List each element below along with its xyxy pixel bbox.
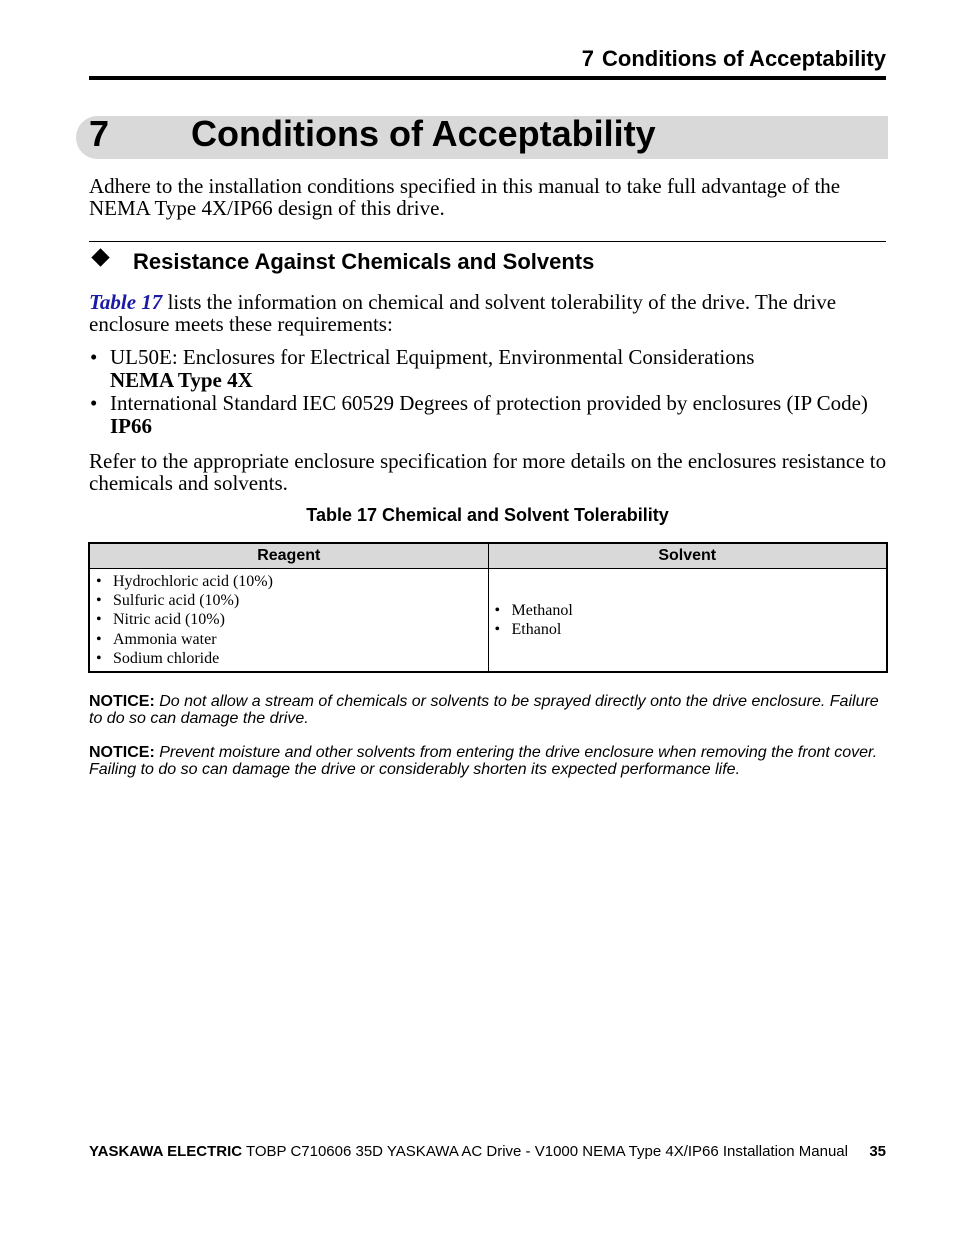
header-rule xyxy=(89,76,886,80)
bullet-icon: • xyxy=(90,345,98,369)
diamond-icon xyxy=(91,248,109,266)
bullet-icon: • xyxy=(90,391,98,415)
subsection-title: Resistance Against Chemicals and Solvents xyxy=(133,249,595,274)
page-number: 35 xyxy=(869,1143,886,1160)
reagent-name: Sodium chloride xyxy=(113,649,220,667)
list-item xyxy=(89,346,889,392)
requirement-text: International Standard IEC 60529 Degrees of protection provided by enclosures (IP Code) xyxy=(110,391,868,415)
requirements-list xyxy=(89,346,889,438)
notice-text: Prevent moisture and other solvents from entering the drive enclosure when removing the front cover. Failing to do so can damage the drive or considerably shorten its expected performance life. xyxy=(89,744,878,778)
requirement-rating: IP66 xyxy=(110,414,152,438)
section-title: Conditions of Acceptability xyxy=(191,113,656,154)
list-item xyxy=(494,601,882,620)
table-reference-text: lists the information on chemical and solvent tolerability of the drive. The drive enclosure meets these requirements: xyxy=(89,290,837,336)
list-item xyxy=(95,630,483,649)
notice-spray xyxy=(89,693,889,727)
bullet-icon: • xyxy=(494,601,501,619)
bullet-icon: • xyxy=(96,649,102,667)
running-header-number: 7 xyxy=(581,46,595,71)
list-item xyxy=(89,392,889,438)
bullet-icon: • xyxy=(96,611,102,629)
solvent-cell xyxy=(488,569,887,673)
table-row xyxy=(89,569,887,673)
table-17-link[interactable]: Table 17 xyxy=(89,290,163,314)
running-header xyxy=(89,44,886,74)
list-item xyxy=(95,572,483,591)
reagent-name: Ammonia water xyxy=(113,630,217,648)
list-item xyxy=(95,591,483,610)
solvent-name: Methanol xyxy=(511,601,573,619)
column-header-reagent: Reagent xyxy=(89,543,488,569)
notice-text: Do not allow a stream of chemicals or solvents to be sprayed directly onto the drive enclosure. Failure to do so can damage the drive. xyxy=(89,693,879,727)
reagent-name: Sulfuric acid (10%) xyxy=(113,592,240,610)
footer-manual-title: TOBP C710606 35D YASKAWA AC Drive - V1000 NEMA Type 4X/IP66 Installation Manual xyxy=(242,1143,848,1160)
section-number: 7 xyxy=(89,113,110,154)
list-item xyxy=(95,610,483,629)
list-item xyxy=(494,620,882,639)
bullet-icon: • xyxy=(96,592,102,610)
table-header-row xyxy=(89,543,887,569)
notice-label: NOTICE: xyxy=(89,693,155,710)
intro-paragraph: Adhere to the installation conditions specified in this manual to take full advantage of the NEMA Type 4X/IP66 design of this drive. xyxy=(89,174,841,220)
table-caption: Table 17 Chemical and Solvent Tolerability xyxy=(306,505,669,525)
reagent-name: Nitric acid (10%) xyxy=(113,611,225,629)
reagent-name: Hydrochloric acid (10%) xyxy=(113,573,273,590)
notice-label: NOTICE: xyxy=(89,744,155,761)
page-footer xyxy=(89,1142,886,1162)
requirement-rating: NEMA Type 4X xyxy=(110,368,253,392)
enclosure-spec-paragraph: Refer to the appropriate enclosure specification for more details on the enclosures resistance to chemicals and solvents. xyxy=(89,449,887,495)
list-item xyxy=(95,649,483,668)
requirement-text: UL50E: Enclosures for Electrical Equipment, Environmental Considerations xyxy=(110,345,755,369)
notice-moisture xyxy=(89,744,889,778)
subsection-rule xyxy=(89,241,886,242)
reagent-cell xyxy=(89,569,488,673)
tolerability-table xyxy=(88,542,888,673)
column-header-solvent: Solvent xyxy=(488,543,887,569)
running-header-title: Conditions of Acceptability xyxy=(602,46,886,71)
table-reference-paragraph xyxy=(89,291,889,335)
bullet-icon: • xyxy=(96,573,102,590)
footer-brand: YASKAWA ELECTRIC xyxy=(89,1143,243,1160)
bullet-icon: • xyxy=(494,621,501,638)
solvent-name: Ethanol xyxy=(511,621,562,638)
bullet-icon: • xyxy=(96,630,102,648)
